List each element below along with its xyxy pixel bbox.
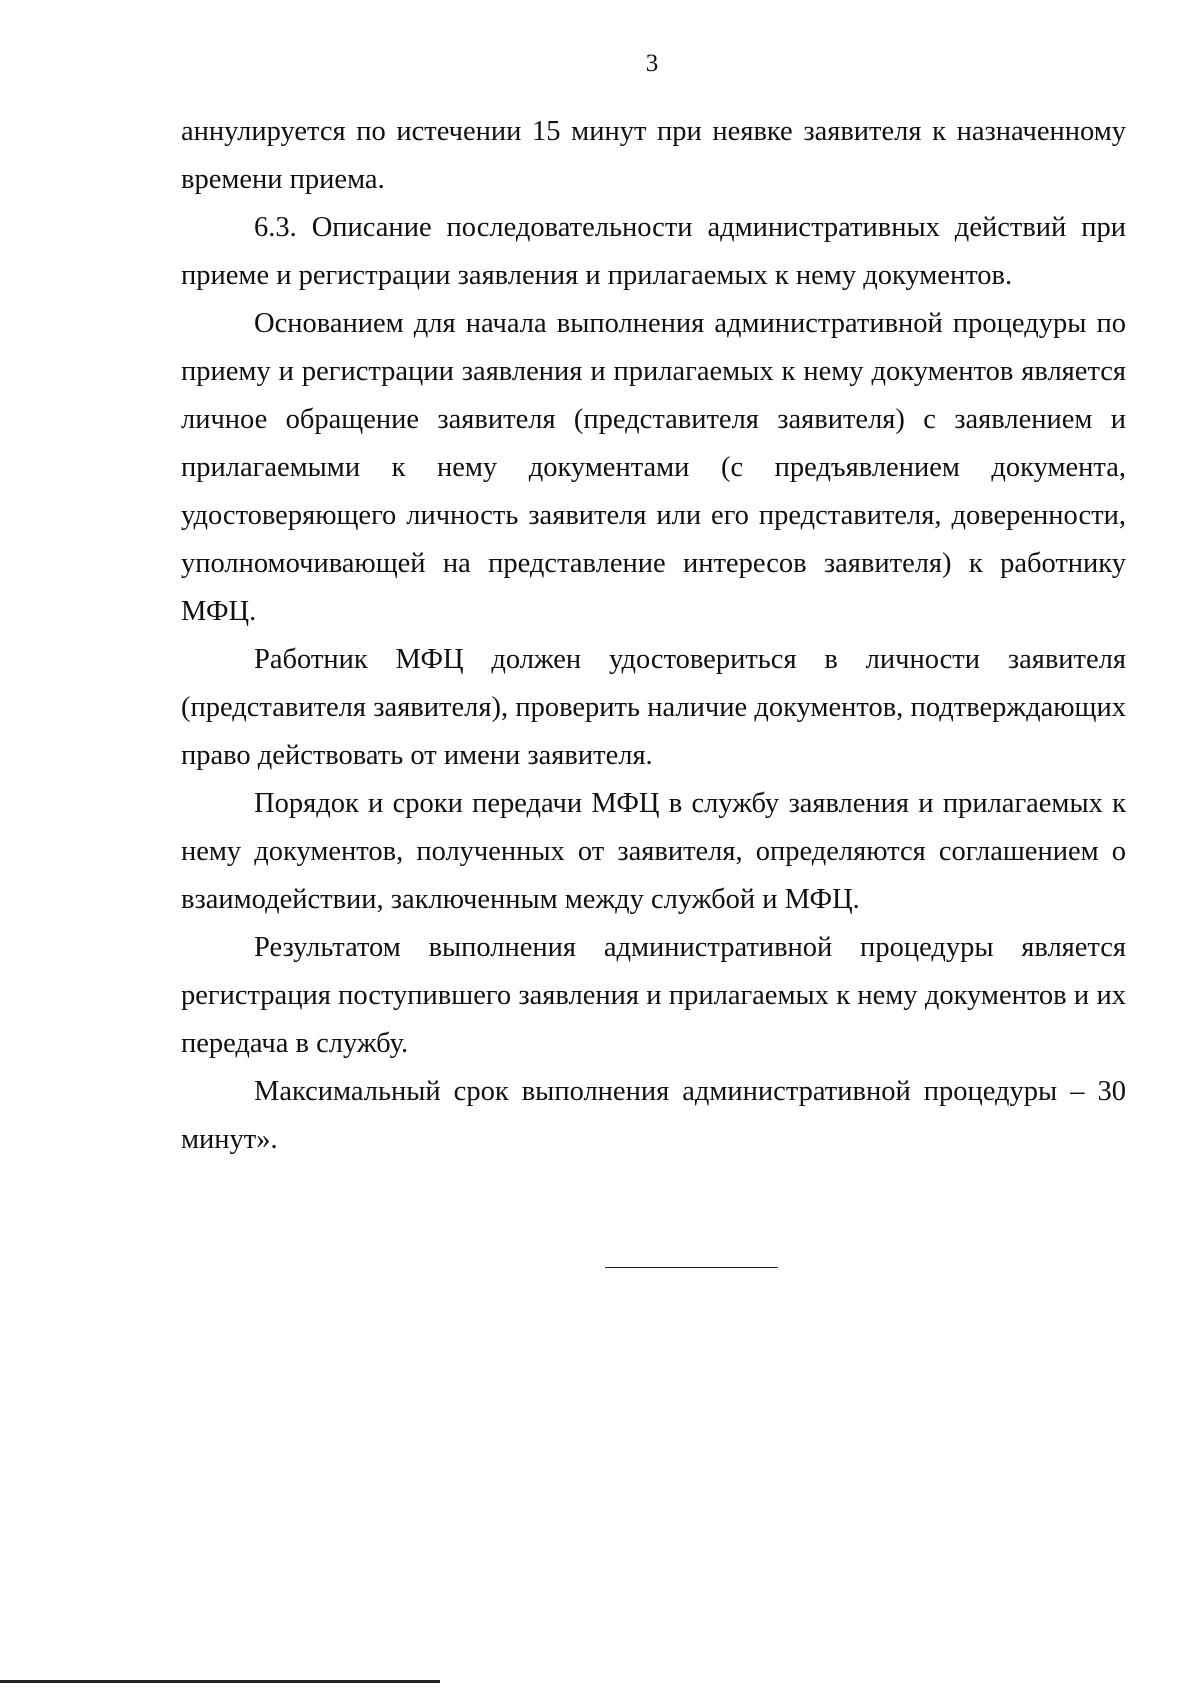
paragraph-max-term: Максимальный срок выполнения административной процедуры – 30 минут».: [181, 1076, 1126, 1155]
paragraph-transfer-order: Порядок и сроки передачи МФЦ в службу заявления и прилагаемых к нему документов, полученных от заявителя, определяются соглашением о взаимодействии, заключенным между службой и МФЦ.: [181, 788, 1126, 915]
paragraph-mfc-worker: Работник МФЦ должен удостовериться в личности заявителя (представителя заявителя), проверить наличие документов, подтверждающих право действовать от имени заявителя.: [181, 644, 1126, 771]
paragraph-section-6-3: 6.3. Описание последовательности административных действий при приеме и регистрации заявления и прилагаемых к нему документов.: [181, 212, 1126, 291]
paragraph-basis: Основанием для начала выполнения административной процедуры по приему и регистрации заявления и прилагаемых к нему документов является личное обращение заявителя (представителя заявителя) с заявлением и прилагаемыми к нему документами (с предъявлением документа, удостоверяющего личность заявителя или его представителя, доверенности, уполномочивающей на представление интересов заявителя) к работнику МФЦ.: [181, 308, 1126, 627]
paragraph-continuation: аннулируется по истечении 15 минут при неявке заявителя к назначенному времени приема.: [181, 116, 1126, 195]
bottom-edge-rule: [0, 1680, 440, 1683]
document-body: [181, 108, 1126, 1164]
page-number: 3: [645, 50, 659, 77]
end-of-text-rule: [605, 1267, 778, 1268]
paragraph-result: Результатом выполнения административной процедуры является регистрация поступившего заявления и прилагаемых к нему документов и их передача в службу.: [181, 932, 1126, 1059]
